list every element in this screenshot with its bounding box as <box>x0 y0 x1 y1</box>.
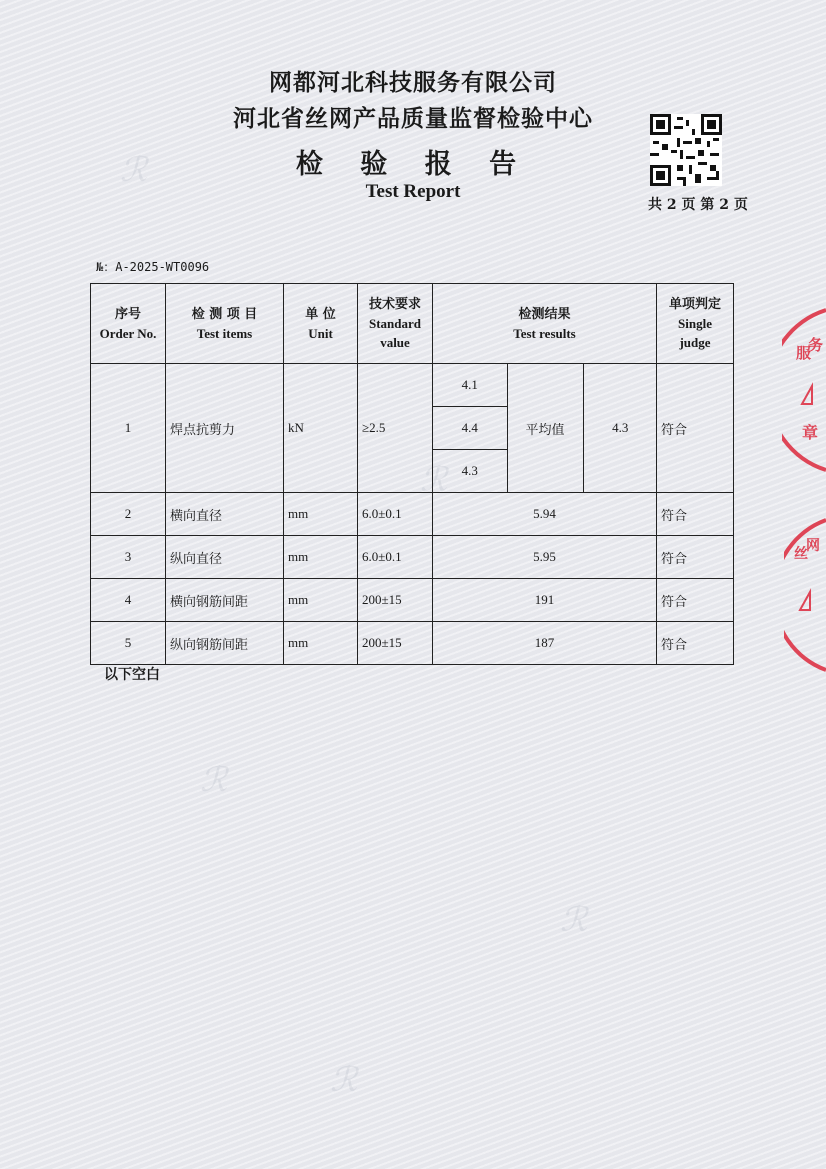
average-label: 平均值 <box>507 364 583 492</box>
watermark: ℛ <box>330 1060 358 1100</box>
table-row <box>91 364 734 493</box>
test-item: 横向直径 <box>166 493 284 536</box>
organization-name: 网都河北科技服务有限公司 <box>269 69 557 96</box>
row-number: 4 <box>91 579 166 622</box>
svg-text:服: 服 <box>796 344 812 362</box>
header-test-items: 检 测 项 目 Test items <box>166 284 284 364</box>
unit: mm <box>284 622 358 665</box>
report-title-en: Test Report <box>365 181 461 202</box>
header-unit: 单 位 Unit <box>284 284 358 364</box>
watermark: ℛ <box>420 460 448 500</box>
watermark: ℛ <box>560 900 588 940</box>
standard-value: ≥2.5 <box>358 364 433 493</box>
results-table <box>90 283 734 665</box>
sample-value: 4.1 <box>433 364 507 406</box>
standard-value: 6.0±0.1 <box>358 493 433 536</box>
unit: mm <box>284 579 358 622</box>
report-number: №：A-2025-WT0096 <box>96 260 210 274</box>
test-item: 焊点抗剪力 <box>166 364 284 493</box>
qr-code-icon <box>650 114 722 186</box>
test-result: 187 <box>433 622 657 665</box>
table-header-row <box>91 284 734 364</box>
header-results: 检测结果 Test results <box>433 284 657 364</box>
test-item: 纵向直径 <box>166 536 284 579</box>
table-row <box>91 579 734 622</box>
seal-stamp-icon <box>784 516 826 674</box>
test-item: 横向钢筋间距 <box>166 579 284 622</box>
table-row <box>91 536 734 579</box>
sample-value: 4.3 <box>433 450 507 492</box>
judgement: 符合 <box>657 579 734 622</box>
table-row <box>91 622 734 665</box>
inspection-center-name: 河北省丝网产品质量监督检验中心 <box>233 105 593 132</box>
unit: mm <box>284 493 358 536</box>
watermark: ℛ <box>200 760 228 800</box>
judgement: 符合 <box>657 536 734 579</box>
blank-below-note: 以下空白 <box>104 667 160 683</box>
report-title-cn: 检 验 报 告 <box>295 149 531 180</box>
page-count: 共 2 页 第 2 页 <box>648 197 748 213</box>
test-result: 191 <box>433 579 657 622</box>
test-result: 5.95 <box>433 536 657 579</box>
standard-value: 200±15 <box>358 622 433 665</box>
table-row <box>91 493 734 536</box>
row-number: 1 <box>91 364 166 493</box>
watermark: ℛ <box>120 150 148 190</box>
test-results-cell <box>433 364 657 493</box>
svg-text:务: 务 <box>808 336 824 354</box>
average-value: 4.3 <box>583 364 657 492</box>
row-number: 3 <box>91 536 166 579</box>
sample-value: 4.4 <box>433 406 507 450</box>
row-number: 5 <box>91 622 166 665</box>
test-item: 纵向钢筋间距 <box>166 622 284 665</box>
judgement: 符合 <box>657 622 734 665</box>
unit: kN <box>284 364 358 493</box>
header-judge: 单项判定 Single judge <box>657 284 734 364</box>
header-standard: 技术要求 Standard value <box>358 284 433 364</box>
svg-text:网: 网 <box>806 538 820 554</box>
svg-text:章: 章 <box>802 423 819 442</box>
seal-stamp-icon <box>782 306 826 474</box>
svg-text:丝: 丝 <box>794 546 808 562</box>
test-result: 5.94 <box>433 493 657 536</box>
unit: mm <box>284 536 358 579</box>
standard-value: 6.0±0.1 <box>358 536 433 579</box>
judgement: 符合 <box>657 364 734 493</box>
row-number: 2 <box>91 493 166 536</box>
judgement: 符合 <box>657 493 734 536</box>
header-order: 序号 Order No. <box>91 284 166 364</box>
standard-value: 200±15 <box>358 579 433 622</box>
